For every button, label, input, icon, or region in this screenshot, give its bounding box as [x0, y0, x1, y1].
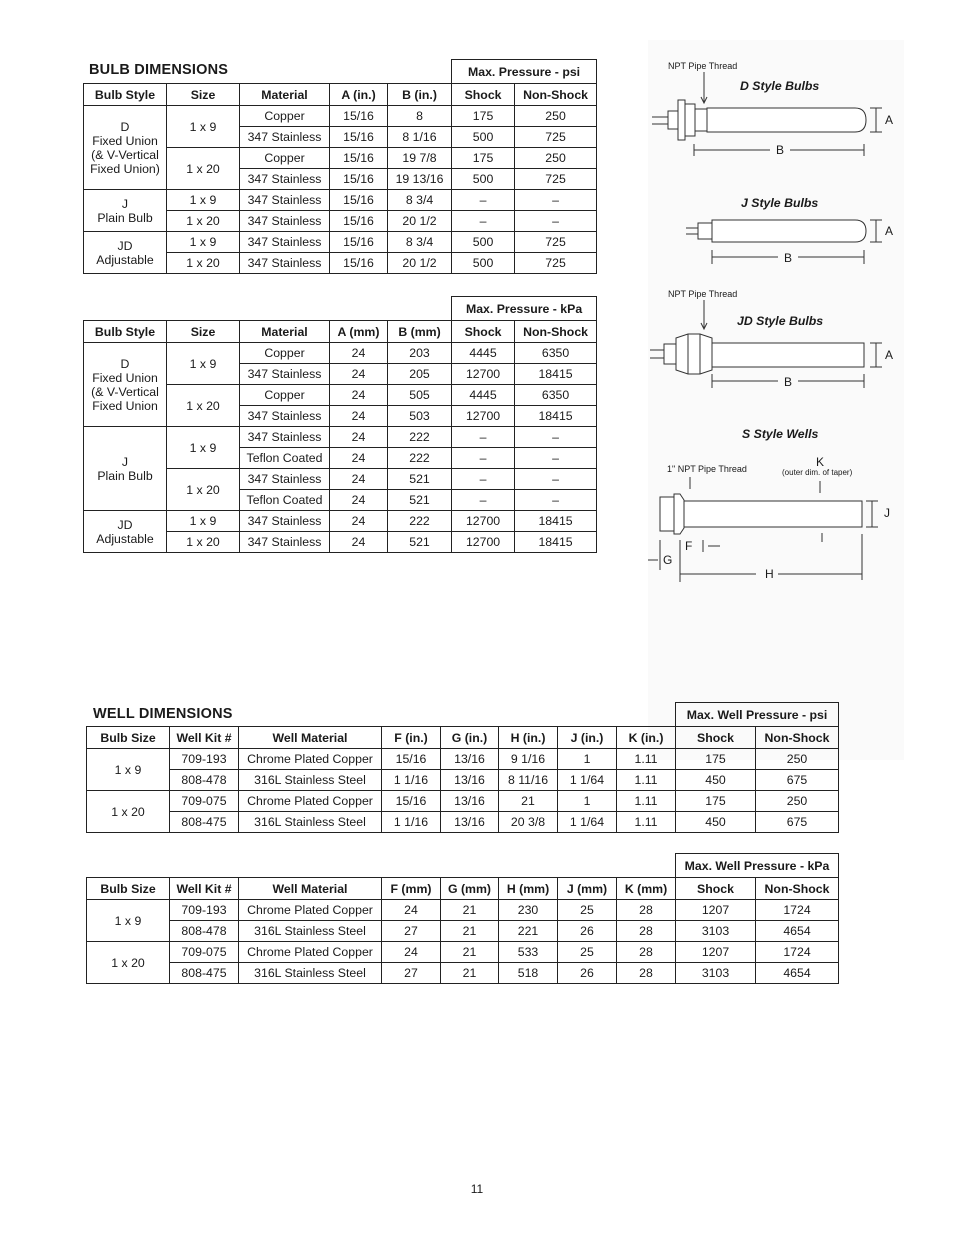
column-header: Well Material — [239, 727, 382, 749]
column-header: Material — [240, 84, 330, 106]
column-header: G (in.) — [441, 727, 499, 749]
data-cell: – — [515, 190, 597, 211]
j-style-bulbs-caption: J Style Bulbs — [741, 196, 819, 210]
data-cell: 1 1/64 — [558, 812, 617, 833]
s-dim-g-label: G — [663, 553, 673, 567]
data-cell: 347 Stainless — [240, 364, 330, 385]
data-cell: 505 — [388, 385, 452, 406]
data-cell: 15/16 — [330, 148, 388, 169]
page-number: 11 — [470, 1182, 484, 1196]
column-header: Bulb Size — [87, 727, 170, 749]
data-cell: 28 — [617, 942, 676, 963]
data-cell: 808-478 — [170, 921, 239, 942]
data-cell: 1724 — [756, 942, 839, 963]
size-cell: 1 x 20 — [167, 385, 240, 427]
column-header: Well Kit # — [170, 727, 239, 749]
well-dimensions-kpa-table — [86, 853, 839, 984]
data-cell: 9 1/16 — [499, 749, 558, 770]
data-cell: 1.11 — [617, 791, 676, 812]
data-cell: 533 — [499, 942, 558, 963]
data-cell: 4654 — [756, 963, 839, 984]
data-cell: 24 — [382, 942, 441, 963]
size-cell: 1 x 20 — [167, 532, 240, 553]
table-row — [87, 749, 839, 770]
data-cell: – — [515, 490, 597, 511]
data-cell: 15/16 — [330, 127, 388, 148]
data-cell: 20 1/2 — [388, 253, 452, 274]
data-cell: 725 — [515, 169, 597, 190]
data-cell: 521 — [388, 490, 452, 511]
well-dimensions-title: WELL DIMENSIONS — [93, 706, 233, 722]
data-cell: 1724 — [756, 900, 839, 921]
d-dim-b-label: B — [776, 143, 785, 157]
bulb-size-cell: 1 x 20 — [87, 942, 170, 984]
data-cell: Copper — [240, 106, 330, 127]
j-dim-a-label: A — [885, 224, 894, 238]
data-cell: 24 — [330, 511, 388, 532]
bulb-style-line: D — [120, 356, 130, 371]
data-cell: – — [515, 427, 597, 448]
table-row — [87, 921, 839, 942]
table-row — [87, 791, 839, 812]
data-cell: 24 — [330, 427, 388, 448]
data-cell: – — [515, 211, 597, 232]
data-cell: 1.11 — [617, 812, 676, 833]
data-cell: 316L Stainless Steel — [239, 921, 382, 942]
table-row — [87, 770, 839, 791]
data-cell: 1 1/16 — [382, 812, 441, 833]
size-cell: 1 x 20 — [167, 148, 240, 190]
size-cell: 1 x 9 — [167, 106, 240, 148]
bulb-style-line: Adjustable — [96, 252, 154, 267]
s-style-well-drawing — [648, 477, 878, 582]
data-cell: 1207 — [676, 942, 756, 963]
data-cell: Copper — [240, 343, 330, 364]
data-cell: 709-075 — [170, 942, 239, 963]
bulb-style-line: Plain Bulb — [97, 210, 153, 225]
table-row — [87, 812, 839, 833]
data-cell: Copper — [240, 148, 330, 169]
data-cell: 28 — [617, 900, 676, 921]
data-cell: 4445 — [452, 385, 515, 406]
data-cell: 521 — [388, 532, 452, 553]
data-cell: 175 — [452, 148, 515, 169]
data-cell: 500 — [452, 253, 515, 274]
data-cell: 503 — [388, 406, 452, 427]
data-cell: 3103 — [676, 963, 756, 984]
data-cell: Chrome Plated Copper — [239, 942, 382, 963]
column-header: Well Material — [239, 878, 382, 900]
data-cell: 12700 — [452, 511, 515, 532]
data-cell: 500 — [452, 232, 515, 253]
max-well-pressure-group-header: Max. Well Pressure - psi — [676, 703, 839, 727]
data-cell: 27 — [382, 921, 441, 942]
size-cell: 1 x 9 — [167, 511, 240, 532]
bulb-style-line: J — [121, 196, 129, 211]
d-style-bulb-drawing — [652, 72, 882, 156]
column-header: G (mm) — [441, 878, 499, 900]
table-row — [87, 900, 839, 921]
data-cell: 24 — [330, 385, 388, 406]
data-cell: 24 — [330, 490, 388, 511]
data-cell: 725 — [515, 253, 597, 274]
data-cell: 13/16 — [441, 770, 499, 791]
data-cell: 21 — [441, 900, 499, 921]
data-cell: 347 Stainless — [240, 406, 330, 427]
data-cell: 1 1/16 — [382, 770, 441, 791]
column-header: Non-Shock — [515, 321, 597, 343]
bulb-style-line: (& V-Vertical — [91, 147, 159, 162]
data-cell: 6350 — [515, 385, 597, 406]
size-cell: 1 x 9 — [167, 190, 240, 211]
jd-style-bulb-drawing — [650, 300, 882, 388]
data-cell: 24 — [330, 448, 388, 469]
data-cell: – — [452, 469, 515, 490]
bulb-style-line: JD — [117, 517, 133, 532]
data-cell: 12700 — [452, 406, 515, 427]
max-well-pressure-group-header: Max. Well Pressure - kPa — [676, 854, 839, 878]
jd-dim-b-label: B — [784, 375, 793, 389]
bulb-size-cell: 1 x 9 — [87, 749, 170, 791]
max-pressure-group-header: Max. Pressure - kPa — [452, 297, 597, 321]
data-cell: – — [515, 448, 597, 469]
data-cell: 725 — [515, 232, 597, 253]
k-outer-dim-note: (outer dim. of taper) — [782, 468, 853, 477]
data-cell: 24 — [330, 406, 388, 427]
data-cell: 203 — [388, 343, 452, 364]
data-cell: 250 — [756, 749, 839, 770]
data-cell: 6350 — [515, 343, 597, 364]
data-cell: 808-478 — [170, 770, 239, 791]
data-cell: 13/16 — [441, 812, 499, 833]
data-cell: Teflon Coated — [240, 448, 330, 469]
bulb-style-line: JD — [117, 238, 133, 253]
data-cell: 15/16 — [330, 190, 388, 211]
data-cell: 20 1/2 — [388, 211, 452, 232]
data-cell: 518 — [499, 963, 558, 984]
data-cell: 28 — [617, 921, 676, 942]
bulb-style-line: Fixed Union — [92, 133, 158, 148]
data-cell: 450 — [676, 812, 756, 833]
data-cell: 675 — [756, 770, 839, 791]
column-header: Bulb Style — [84, 321, 167, 343]
data-cell: 316L Stainless Steel — [239, 770, 382, 791]
data-cell: 18415 — [515, 364, 597, 385]
jd-dim-a-label: A — [885, 348, 894, 362]
data-cell: Copper — [240, 385, 330, 406]
data-cell: 4654 — [756, 921, 839, 942]
bulb-size-cell: 1 x 9 — [87, 900, 170, 942]
s-style-wells-caption: S Style Wells — [742, 427, 819, 441]
column-header: Shock — [676, 878, 756, 900]
data-cell: 1 — [558, 749, 617, 770]
data-cell: Chrome Plated Copper — [239, 900, 382, 921]
data-cell: 26 — [558, 963, 617, 984]
data-cell: – — [452, 427, 515, 448]
column-header: K (in.) — [617, 727, 676, 749]
data-cell: 8 — [388, 106, 452, 127]
data-cell: 21 — [499, 791, 558, 812]
data-cell: 18415 — [515, 532, 597, 553]
data-cell: 15/16 — [382, 749, 441, 770]
column-header: J (in.) — [558, 727, 617, 749]
data-cell: 222 — [388, 448, 452, 469]
data-cell: 8 3/4 — [388, 190, 452, 211]
column-header: Shock — [452, 84, 515, 106]
data-cell: 24 — [330, 532, 388, 553]
data-cell: 25 — [558, 900, 617, 921]
well-dimensions-psi-table — [86, 702, 839, 833]
data-cell: 316L Stainless Steel — [239, 963, 382, 984]
data-cell: 28 — [617, 963, 676, 984]
column-header: H (in.) — [499, 727, 558, 749]
data-cell: Chrome Plated Copper — [239, 791, 382, 812]
data-cell: 18415 — [515, 511, 597, 532]
data-cell: 500 — [452, 169, 515, 190]
s-dim-f-label: F — [685, 539, 693, 553]
d-style-bulbs-caption: D Style Bulbs — [740, 79, 820, 93]
data-cell: 21 — [441, 921, 499, 942]
data-cell: 347 Stainless — [240, 211, 330, 232]
data-cell: – — [452, 490, 515, 511]
data-cell: 12700 — [452, 532, 515, 553]
column-header: F (in.) — [382, 727, 441, 749]
s-dim-k-label: K — [816, 455, 825, 469]
column-header: Shock — [452, 321, 515, 343]
data-cell: 500 — [452, 127, 515, 148]
data-cell: 250 — [515, 106, 597, 127]
data-cell: 709-075 — [170, 791, 239, 812]
data-cell: 230 — [499, 900, 558, 921]
bulb-style-line: Fixed Union — [92, 398, 158, 413]
size-cell: 1 x 20 — [167, 253, 240, 274]
size-cell: 1 x 9 — [167, 343, 240, 385]
data-cell: 347 Stainless — [240, 190, 330, 211]
data-cell: 1.11 — [617, 749, 676, 770]
bulb-style-line: Adjustable — [96, 531, 154, 546]
d-npt-pipe-thread-label: NPT Pipe Thread — [668, 61, 738, 71]
data-cell: 347 Stainless — [240, 532, 330, 553]
data-cell: 808-475 — [170, 812, 239, 833]
data-cell: 15/16 — [330, 211, 388, 232]
data-cell: 21 — [441, 942, 499, 963]
bulb-style-line: J — [121, 454, 129, 469]
data-cell: 347 Stainless — [240, 127, 330, 148]
bulb-style-line: Plain Bulb — [97, 468, 153, 483]
data-cell: 15/16 — [382, 791, 441, 812]
data-cell: 175 — [676, 749, 756, 770]
column-header: A (in.) — [330, 84, 388, 106]
data-cell: 3103 — [676, 921, 756, 942]
data-cell: Teflon Coated — [240, 490, 330, 511]
data-cell: 20 3/8 — [499, 812, 558, 833]
bulb-style-line: D — [120, 119, 130, 134]
bulb-size-cell: 1 x 20 — [87, 791, 170, 833]
data-cell: 221 — [499, 921, 558, 942]
data-cell: 13/16 — [441, 749, 499, 770]
column-header: Non-Shock — [756, 727, 839, 749]
max-pressure-group-header: Max. Pressure - psi — [452, 60, 597, 84]
data-cell: 316L Stainless Steel — [239, 812, 382, 833]
column-header: Size — [167, 321, 240, 343]
column-header: F (mm) — [382, 878, 441, 900]
data-cell: 19 13/16 — [388, 169, 452, 190]
table-row — [87, 963, 839, 984]
column-header: Bulb Style — [84, 84, 167, 106]
data-cell: 26 — [558, 921, 617, 942]
data-cell: 1 — [558, 791, 617, 812]
column-header: H (mm) — [499, 878, 558, 900]
data-cell: 1207 — [676, 900, 756, 921]
data-cell: 347 Stainless — [240, 253, 330, 274]
column-header: Shock — [676, 727, 756, 749]
data-cell: 13/16 — [441, 791, 499, 812]
data-cell: 205 — [388, 364, 452, 385]
data-cell: 24 — [330, 364, 388, 385]
data-cell: – — [452, 211, 515, 232]
size-cell: 1 x 20 — [167, 469, 240, 511]
data-cell: 8 1/16 — [388, 127, 452, 148]
size-cell: 1 x 20 — [167, 211, 240, 232]
bulb-style-line: (& V-Vertical — [91, 384, 159, 399]
data-cell: – — [515, 469, 597, 490]
data-cell: 347 Stainless — [240, 469, 330, 490]
data-cell: 8 11/16 — [499, 770, 558, 791]
data-cell: 222 — [388, 511, 452, 532]
column-header: K (mm) — [617, 878, 676, 900]
data-cell: Chrome Plated Copper — [239, 749, 382, 770]
bulb-style-line: Fixed Union) — [90, 161, 160, 176]
data-cell: 18415 — [515, 406, 597, 427]
data-cell: 347 Stainless — [240, 511, 330, 532]
data-cell: 15/16 — [330, 169, 388, 190]
column-header: Non-Shock — [756, 878, 839, 900]
table-row — [87, 942, 839, 963]
data-cell: 521 — [388, 469, 452, 490]
data-cell: 15/16 — [330, 253, 388, 274]
data-cell: 27 — [382, 963, 441, 984]
data-cell: 222 — [388, 427, 452, 448]
data-cell: 675 — [756, 812, 839, 833]
data-cell: 1.11 — [617, 770, 676, 791]
bulb-dimensions-title: BULB DIMENSIONS — [89, 62, 229, 78]
data-cell: 709-193 — [170, 749, 239, 770]
column-header: Well Kit # — [170, 878, 239, 900]
data-cell: 250 — [515, 148, 597, 169]
size-cell: 1 x 9 — [167, 427, 240, 469]
column-header: B (in.) — [388, 84, 452, 106]
data-cell: 450 — [676, 770, 756, 791]
s-dim-j-label: J — [884, 506, 890, 520]
one-inch-npt-pipe-thread-label: 1" NPT Pipe Thread — [667, 464, 747, 474]
j-style-bulb-drawing — [686, 220, 882, 264]
data-cell: 24 — [330, 469, 388, 490]
jd-style-bulbs-caption: JD Style Bulbs — [737, 314, 824, 328]
column-header: Material — [240, 321, 330, 343]
data-cell: 808-475 — [170, 963, 239, 984]
data-cell: 347 Stainless — [240, 427, 330, 448]
data-cell: 4445 — [452, 343, 515, 364]
data-cell: 15/16 — [330, 106, 388, 127]
data-cell: 24 — [382, 900, 441, 921]
jd-npt-pipe-thread-label: NPT Pipe Thread — [668, 289, 738, 299]
data-cell: 19 7/8 — [388, 148, 452, 169]
data-cell: 25 — [558, 942, 617, 963]
data-cell: 725 — [515, 127, 597, 148]
column-header: J (mm) — [558, 878, 617, 900]
d-dim-a-label: A — [885, 113, 894, 127]
data-cell: 709-193 — [170, 900, 239, 921]
size-cell: 1 x 9 — [167, 232, 240, 253]
data-cell: 24 — [330, 343, 388, 364]
data-cell: 8 3/4 — [388, 232, 452, 253]
data-cell: 250 — [756, 791, 839, 812]
table-title-cell — [87, 703, 676, 727]
data-cell: 1 1/64 — [558, 770, 617, 791]
data-cell: – — [452, 190, 515, 211]
column-header: Non-Shock — [515, 84, 597, 106]
data-cell: 347 Stainless — [240, 232, 330, 253]
column-header: Size — [167, 84, 240, 106]
column-header: Bulb Size — [87, 878, 170, 900]
data-cell: 175 — [676, 791, 756, 812]
table-title-cell — [87, 854, 676, 878]
data-cell: 15/16 — [330, 232, 388, 253]
s-dim-h-label: H — [765, 567, 774, 581]
bulb-style-line: Fixed Union — [92, 370, 158, 385]
data-cell: – — [452, 448, 515, 469]
column-header: B (mm) — [388, 321, 452, 343]
data-cell: 347 Stainless — [240, 169, 330, 190]
j-dim-b-label: B — [784, 251, 793, 265]
data-cell: 21 — [441, 963, 499, 984]
column-header: A (mm) — [330, 321, 388, 343]
data-cell: 175 — [452, 106, 515, 127]
data-cell: 12700 — [452, 364, 515, 385]
